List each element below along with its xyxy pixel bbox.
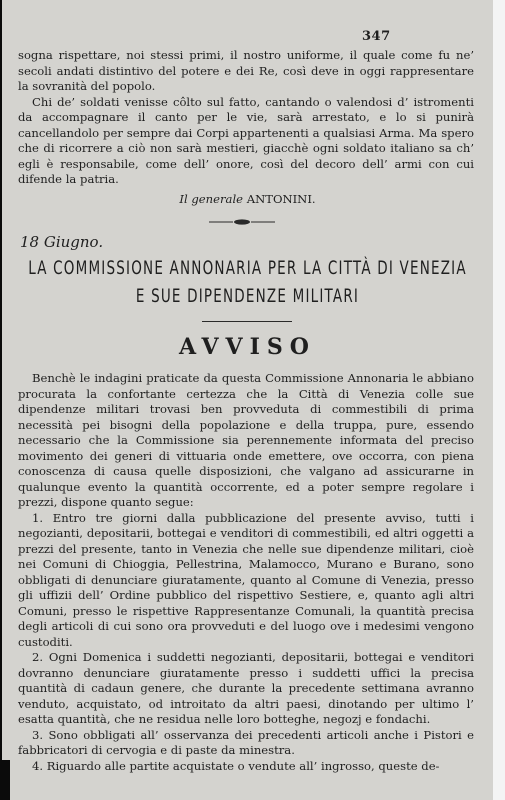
decree-heading: LA COMMISSIONE ANNONARIA PER LA CITTÀ DI VENEZIA [28, 258, 467, 280]
page-number: 347 [362, 29, 391, 44]
date-heading: 18 Giugno. [20, 233, 104, 251]
signature-name: ANTONINI. [246, 192, 316, 206]
notice-article-2: 2. Ogni Domenica i suddetti negozianti, depositarii, bottegai e venditori dovranno denunciare giuratamente presso i suddetti uffici la precisa quantità di cadaun genere, che durante la precedente settimana avranno venduto, acquistato, od introitato da altri paesi, dinotando per ultimo l’ esatta quantità, che ne residua nelle loro botteghe, negozj e fondachi. [18, 650, 474, 726]
decree-subheading: E SUE DIPENDENZE MILITARI [135, 286, 360, 308]
scan-right-margin [493, 0, 505, 800]
paragraph-soldiers: Chi de’ soldati venisse côlto sul fatto, cantando o valendosi d’ istromenti da accompagnare il canto per le vie, sarà arrestato, e lo si punirà cancellandolo per sempre dai Corpi appartenenti a qualsiasi Arma. Ma spero che di ricorrere a ciò non sarà mestieri, giacchè ogni soldato italiano sa ch’ egli è responsabile, come dell’ onore, così del decoro dell’ armi con cui difende la patria. [18, 94, 474, 186]
signature [2, 192, 493, 206]
book-page [2, 0, 493, 800]
ornament-divider-icon [207, 218, 277, 226]
top-text-block [18, 48, 474, 188]
notice-article-4: 4. Riguardo alle partite acquistate o vendute all’ ingrosso, queste de- [32, 758, 440, 773]
notice-title: AVVISO [179, 334, 316, 360]
heading-rule [202, 321, 292, 322]
scan-corner-shadow [2, 760, 10, 800]
notice-article-1: 1. Entro tre giorni dalla pubblicazione del presente avviso, tutti i negozianti, depositarii, bottegai e venditori di commestibili, ed altri oggetti a prezzi del presente, tanto in Venezia che nelle sue dipendenze militari, cioè nei Comuni di Chioggia, Pellestrina, Malamocco, Murano e Burano, sono obbligati di denunciare giuratamente, quanto al Comune di Venezia, presso gli uffizii dell’ Ordine pubblico del rispettivo Sestiere, e, quanto agli altri Comuni, presso le rispettive Rappresentanze Comunali, la quantità precisa degli articoli di cui sono ora provveduti e del luogo ove i medesimi vengono custoditi. [18, 510, 474, 649]
notice-article-3: 3. Sono obbligati all’ osservanza dei precedenti articoli anche i Pistori e fabbricatori di cervogia e di paste da minestra. [18, 727, 474, 757]
signature-role: Il generale [179, 192, 244, 206]
notice-preamble: Benchè le indagini praticate da questa Commissione Annonaria le abbiano procurata la confortante certezza che la Città di Venezia colle sue dipendenze militari trovasi ben provveduta di commestibili di prima necessità pei bisogni della popolazione e della truppa, pure, essendo necessario che la Commissione sia perennemente informata del preciso movimento dei generi di vittuaria onde emettere, ove occorra, con piena conoscenza di causa quelle disposizioni, che valgano ad assicurarne in qualunque evento la quantità occorrente, ed a poter sempre regolare i prezzi, dispone quanto segue: [18, 371, 474, 509]
notice-text-block [18, 371, 474, 774]
paragraph-continuation: sogna rispettare, noi stessi primi, il nostro uniforme, il quale come fu ne’ secoli andati distintivo del potere e dei Re, così deve in oggi rappresentare la sovranità del popolo. [18, 48, 474, 93]
